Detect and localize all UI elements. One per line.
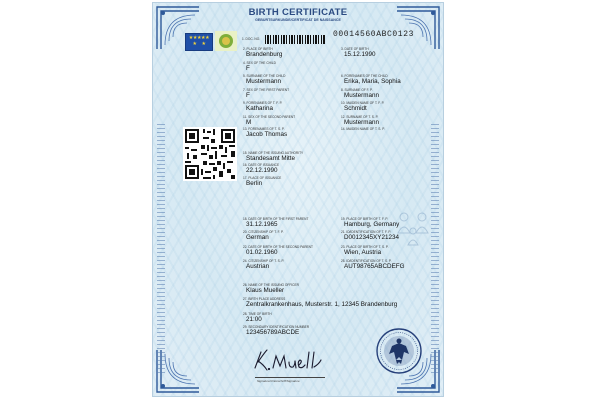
field-time-of-birth [243,312,272,323]
field-value: 123456789ABCDE [246,329,300,336]
field-value: F [246,92,250,99]
field-label: 19. PLACE OF BIRTH OF T. F. P. [341,217,388,221]
field-value: D0012345XY21234 [344,234,399,241]
field-value: 01.02.1960 [246,249,278,256]
field-value: AUT98765ABCDEFG [344,263,405,270]
handwritten-signature [249,346,323,374]
field-label: 20. CITIZENSHIP OF T. F. P. [243,230,284,234]
field-label: 13. FORENAMES OF T. S. P. [243,127,285,131]
field-surname-child [243,74,285,85]
field-value: 15.12.1990 [344,51,376,58]
field-label: 22. DATE OF BIRTH OF THE SECOND PARENT [243,245,313,249]
right-border-guilloche [431,123,439,373]
field-label: 14. MAIDEN NAME OF T. S. P. [341,127,385,131]
field-place-of-birth [243,47,282,58]
field-dob-first-parent [243,217,308,228]
field-dob-second-parent [243,245,313,256]
field-issuing-officer [243,283,299,294]
national-seal-icon [215,31,237,51]
field-label: 9. FORENAMES OF T. F. P. [243,101,283,105]
field-label: 7. SEX OF THE FIRST PARENT [243,88,290,92]
field-label: 18. DATE OF BIRTH OF THE FIRST PARENT [243,217,309,221]
field-label: 2. PLACE OF BIRTH [243,47,273,51]
field-pob-second-parent [341,245,388,256]
field-surname-first-parent [341,88,379,99]
field-id-second-parent [341,259,405,270]
field-label: 27. BIRTH PLACE ADDRESS [243,297,286,301]
field-value: F [246,65,250,72]
barcode-icon [265,35,325,44]
field-sex-first-parent [243,88,289,99]
qr-code-icon [183,127,237,181]
field-forenames-child [341,74,401,85]
field-sex-second-parent [243,115,295,126]
birth-certificate-document [152,2,444,397]
field-value: Klaus Mueller [246,287,285,294]
field-birth-place-address [243,297,397,308]
field-value: 21:00 [246,316,262,323]
field-surname-second-parent [341,115,379,126]
field-label: 17. PLACE OF ISSUANCE [243,176,282,180]
field-value: Katharina [246,105,273,112]
field-value: Austrian [246,263,270,270]
signature-label: Signature/Unterschrift/Signature [257,379,300,383]
field-value: 22.12.1990 [246,167,278,174]
field-label: 10. MAIDEN NAME OF T. F. P. [341,101,385,105]
field-label: 16. DATE OF ISSUANCE [243,163,280,167]
eu-flag-icon: ★★★★★ ★ ★ [185,33,213,51]
field-label: 21. ID/IDENTIFICATION OF T. F. P. [341,230,391,234]
field-label: 11. SEX OF THE SECOND PARENT [243,115,296,119]
field-value: Mustermann [246,78,281,85]
field-value: Hamburg, Germany [344,221,400,228]
field-secondary-id [243,325,309,336]
field-forenames-second-parent [243,127,287,138]
field-date-of-birth [341,47,376,58]
field-citizenship-second-parent [243,259,284,270]
field-value: Standesamt Mitte [246,155,295,162]
signature-line [255,377,325,378]
field-maiden-first-parent [341,101,384,112]
field-label: 15. NAME OF THE ISSUING AUTHORITY [243,151,304,155]
field-sex-child [243,61,276,72]
field-pob-first-parent [341,217,399,228]
field-label: 8. SURNAME OF F. P. [341,88,373,92]
field-label: 26. NAME OF THE ISSUING OFFICER [243,283,299,287]
field-value: Jacob Thomas [246,131,288,138]
field-value: Erika, Maria, Sophia [344,78,401,85]
field-label: 28. TIME OF BIRTH [243,312,272,316]
field-value: Mustermann [344,92,379,99]
document-title: BIRTH CERTIFICATE [248,7,348,18]
field-label: 5. SURNAME OF THE CHILD [243,74,286,78]
document-number: 00014560ABC0123 [333,30,415,39]
field-place-of-issuance [243,176,281,187]
field-value: Berlin [246,180,263,187]
field-label: 24. CITIZENSHIP OF T. S. P. [243,259,285,263]
doc-no-label: 1. DOC. NO. [242,37,261,41]
field-label: 29. SECONDARY IDENTIFICATION NUMBER [243,325,310,329]
field-value: German [246,234,269,241]
field-maiden-second-parent [341,127,385,131]
field-forenames-first-parent [243,101,282,112]
eagle-stamp-icon [375,327,423,375]
field-label: 23. PLACE OF BIRTH OF T. S. P. [341,245,389,249]
field-label: 6. FORENAMES OF THE CHILD [341,74,388,78]
family-watermark-icon [395,209,431,249]
field-label: 4. SEX OF THE CHILD [243,61,276,65]
field-value: Zentralkrankenhaus, Musterstr. 1, 12345 Brandenburg [246,301,398,308]
field-value: Brandenburg [246,51,283,58]
field-label: 12. SURNAME OF T. S. P. [341,115,379,119]
document-subtitle: GEBURTSURKUNDE/CERTIFICAT DE NAISSANCE [255,18,341,22]
field-value: M [246,119,252,126]
field-value: Schmidt [344,105,367,112]
field-date-of-issuance [243,163,279,174]
field-issuing-authority [243,151,303,162]
field-label: 3. DATE OF BIRTH [341,47,369,51]
left-border-guilloche [157,123,165,373]
field-id-first-parent [341,230,399,241]
field-citizenship-first-parent [243,230,284,241]
field-value: Wien, Austria [344,249,382,256]
field-value: 31.12.1965 [246,221,278,228]
field-label: 25. ID/IDENTIFICATION OF T. S. P. [341,259,392,263]
field-value: Mustermann [344,119,379,126]
